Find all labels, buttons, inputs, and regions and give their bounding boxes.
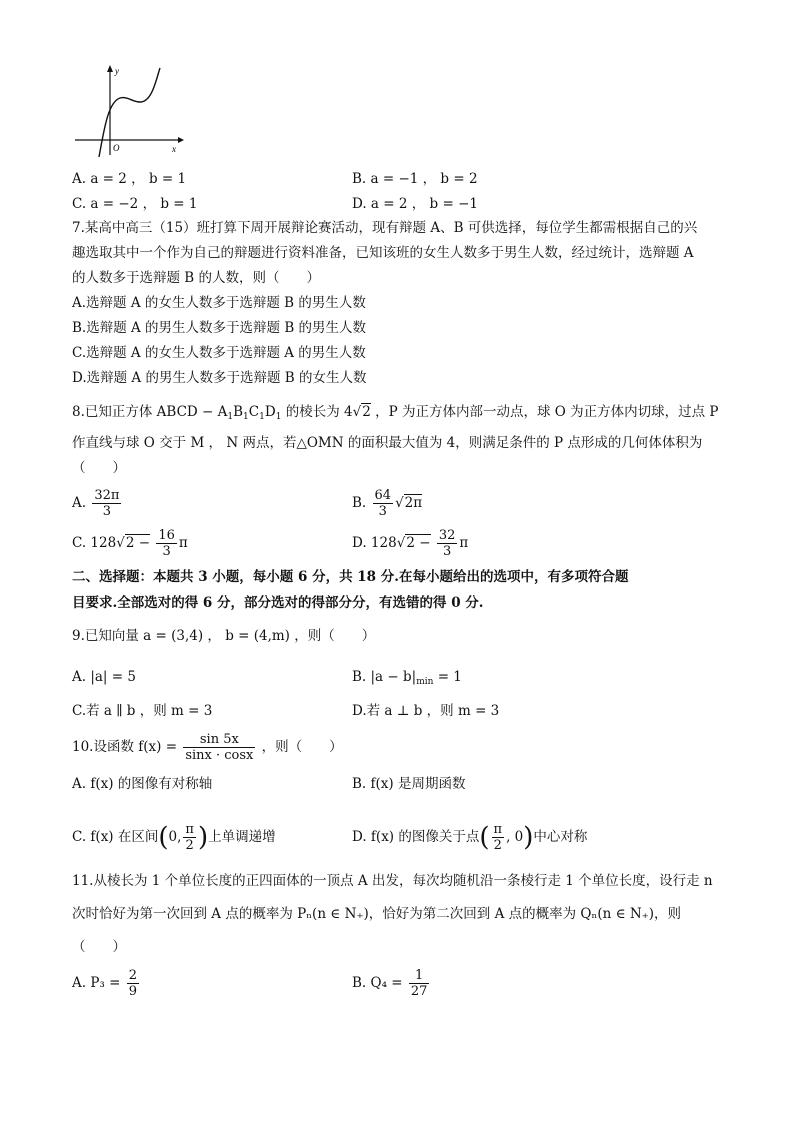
pi-symbol: π <box>178 535 188 551</box>
q7-stem-line-1: 7.某高中高三（15）班打算下周开展辩论赛活动，现有辩题 A、B 可供选择，每位学生都需根据自己的兴 <box>72 220 698 236</box>
section-2-heading-line-1: 二、选择题：本题共 3 小题，每小题 6 分，共 18 分.在每小题给出的选项中，有多项符合题 <box>72 569 629 585</box>
option-text: 上单调递增 <box>208 829 276 845</box>
fraction: $\frac{\sin 5x}{\sin x \cdot \cos x}$ <box>185 732 254 763</box>
x-axis-arrow-icon <box>178 137 184 143</box>
subscript: min <box>416 677 434 687</box>
option-text: = 1 <box>433 669 462 685</box>
q6-option-d[interactable]: D. a = 2 ， b = −1 <box>352 196 478 212</box>
option-text: 中心对称 <box>533 829 588 845</box>
q11-option-a[interactable] <box>72 968 141 999</box>
fraction: $\frac{1}{27}$ <box>410 968 428 999</box>
option-label: A. <box>72 495 87 511</box>
q10-option-b[interactable]: B. f(x) 是周期函数 <box>352 776 466 792</box>
q7-option-d[interactable]: D.选辩题 A 的男生人数多于选辩题 B 的女生人数 <box>72 370 367 386</box>
q9-option-b[interactable] <box>352 668 462 691</box>
q7-option-b[interactable]: B.选辩题 A 的男生人数多于选辩题 B 的男生人数 <box>72 320 367 336</box>
option-text: D. f(x) 的图像关于点 <box>352 829 480 845</box>
option-label: D. 128 <box>352 535 397 551</box>
q7-stem-line-3: 的人数多于选辩题 B 的人数，则（ ） <box>72 270 321 286</box>
y-axis-label: y <box>115 66 119 76</box>
option-text: B. Q₄ = <box>352 975 403 991</box>
q10-option-c[interactable]: C. f(x) 在区间(0, $\frac{\pi}{2}$ )上单调递增 <box>72 822 276 853</box>
y-axis-arrow-icon <box>107 65 113 72</box>
fraction: $\frac{2}{9}$ <box>128 968 138 999</box>
x-axis-label: x <box>172 144 176 154</box>
q11-stem-line-1: 11.从棱长为 1 个单位长度的正四面体的一顶点 A 出发，每次均随机沿一条棱行走 1 个单位长度，设行走 n <box>72 873 713 889</box>
q8-stem-part-2: 的棱长为 4 <box>285 404 353 420</box>
q8-option-a[interactable] <box>72 488 123 519</box>
fraction: $\frac{32\pi}{3}$ <box>94 488 120 519</box>
sqrt-term: 2 − <box>125 535 151 551</box>
q7-option-a[interactable]: A.选辩题 A 的女生人数多于选辩题 B 的男生人数 <box>72 295 366 311</box>
q9-option-c[interactable]: C.若 a ∥ b ，则 m = 3 <box>72 703 213 719</box>
q9-option-a[interactable]: A. |a| = 5 <box>72 669 136 685</box>
fraction: $\frac{64}{3}$ <box>374 488 392 519</box>
q8-stem-part-3: ，P 为正方体内部一动点，球 O 为正方体内切球，过点 P <box>375 404 719 420</box>
q11-stem-line-2: 次时恰好为第一次回到 A 点的概率为 Pₙ(n ∈ N₊)，恰好为第二次回到 A 点的概率为 Qₙ(n ∈ N₊)，则 <box>72 906 682 922</box>
q9-option-d[interactable]: D.若 a ⊥ b ，则 m = 3 <box>352 703 500 719</box>
point-coordinate: , 0 <box>506 829 524 845</box>
q7-option-c[interactable]: C.选辩题 A 的女生人数多于选辩题 A 的男生人数 <box>72 345 366 361</box>
option-text: C. f(x) 在区间 <box>72 829 159 845</box>
q8-option-b[interactable]: B. $\frac{64}{3}$ √2π <box>352 488 423 519</box>
curve <box>99 68 160 157</box>
q7-stem-line-2: 趣选取其中一个作为自己的辩题进行资料准备，已知该班的女生人数多于男生人数，经过统计，选辩题 A <box>72 245 694 261</box>
q8-stem-line-2: 作直线与球 O 交于 M ， N 两点，若△OMN 的面积最大值为 4，则满足条件的 P 点形成的几何体体积为 <box>72 435 703 451</box>
fraction: $\frac{16}{3}$ <box>158 528 175 559</box>
sqrt-symbol: √ <box>352 404 362 420</box>
q8-option-c[interactable]: C. 128√2 − $\frac{16}{3}$ π <box>72 528 188 559</box>
q8-option-d[interactable]: D. 128√2 − $\frac{32}{3}$ π <box>352 528 469 559</box>
q8-stem-line-3: （ ） <box>72 460 126 476</box>
pi-symbol: π <box>459 535 469 551</box>
interval-start: 0, <box>168 829 182 845</box>
q10-stem <box>72 732 343 763</box>
q6-option-b[interactable]: B. a = −1 ， b = 2 <box>352 171 478 187</box>
section-2-heading-line-2: 目要求.全部选对的得 6 分，部分选对的得部分分，有选错的得 0 分. <box>72 595 484 611</box>
q10-option-a[interactable]: A. f(x) 的图像有对称轴 <box>72 776 213 792</box>
option-label: C. 128 <box>72 535 117 551</box>
origin-label: O <box>113 143 120 153</box>
q9-stem: 9.已知向量 a = (3,4) ， b = (4,m) ，则（ ） <box>72 628 376 644</box>
q8-stem-line-1: 8.已知正方体 ABCD − $A_1B_1C_1D_1$ 的棱长为 4√2 ，P 为正方体内部一动点，球 O 为正方体内切球，过点 P <box>72 404 719 422</box>
q10-option-d[interactable]: D. f(x) 的图像关于点( $\frac{\pi}{2}$ , 0)中心对称 <box>352 822 588 853</box>
fraction: $\frac{32}{3}$ <box>438 528 456 559</box>
fraction: $\frac{\pi}{2}$ <box>185 822 194 853</box>
q6-option-a[interactable]: A. a = 2 ， b = 1 <box>72 171 187 187</box>
q11-option-b[interactable] <box>352 968 431 999</box>
fraction: $\frac{\pi}{2}$ <box>493 822 503 853</box>
q8-stem-part-1: 8.已知正方体 ABCD − A <box>72 404 228 420</box>
option-text: A. P₃ = <box>72 975 121 991</box>
option-text: B. |a − b| <box>352 669 417 685</box>
sqrt-term: 2π <box>404 495 423 511</box>
q11-stem-line-3: （ ） <box>72 939 126 955</box>
option-label: B. <box>352 495 367 511</box>
stem-text: ，则（ ） <box>261 739 343 755</box>
sqrt-term: 2 − <box>406 535 431 551</box>
function-graph <box>72 60 187 160</box>
stem-text: 10.设函数 f(x) = <box>72 739 178 755</box>
q6-option-c[interactable]: C. a = −2 ， b = 1 <box>72 196 198 212</box>
